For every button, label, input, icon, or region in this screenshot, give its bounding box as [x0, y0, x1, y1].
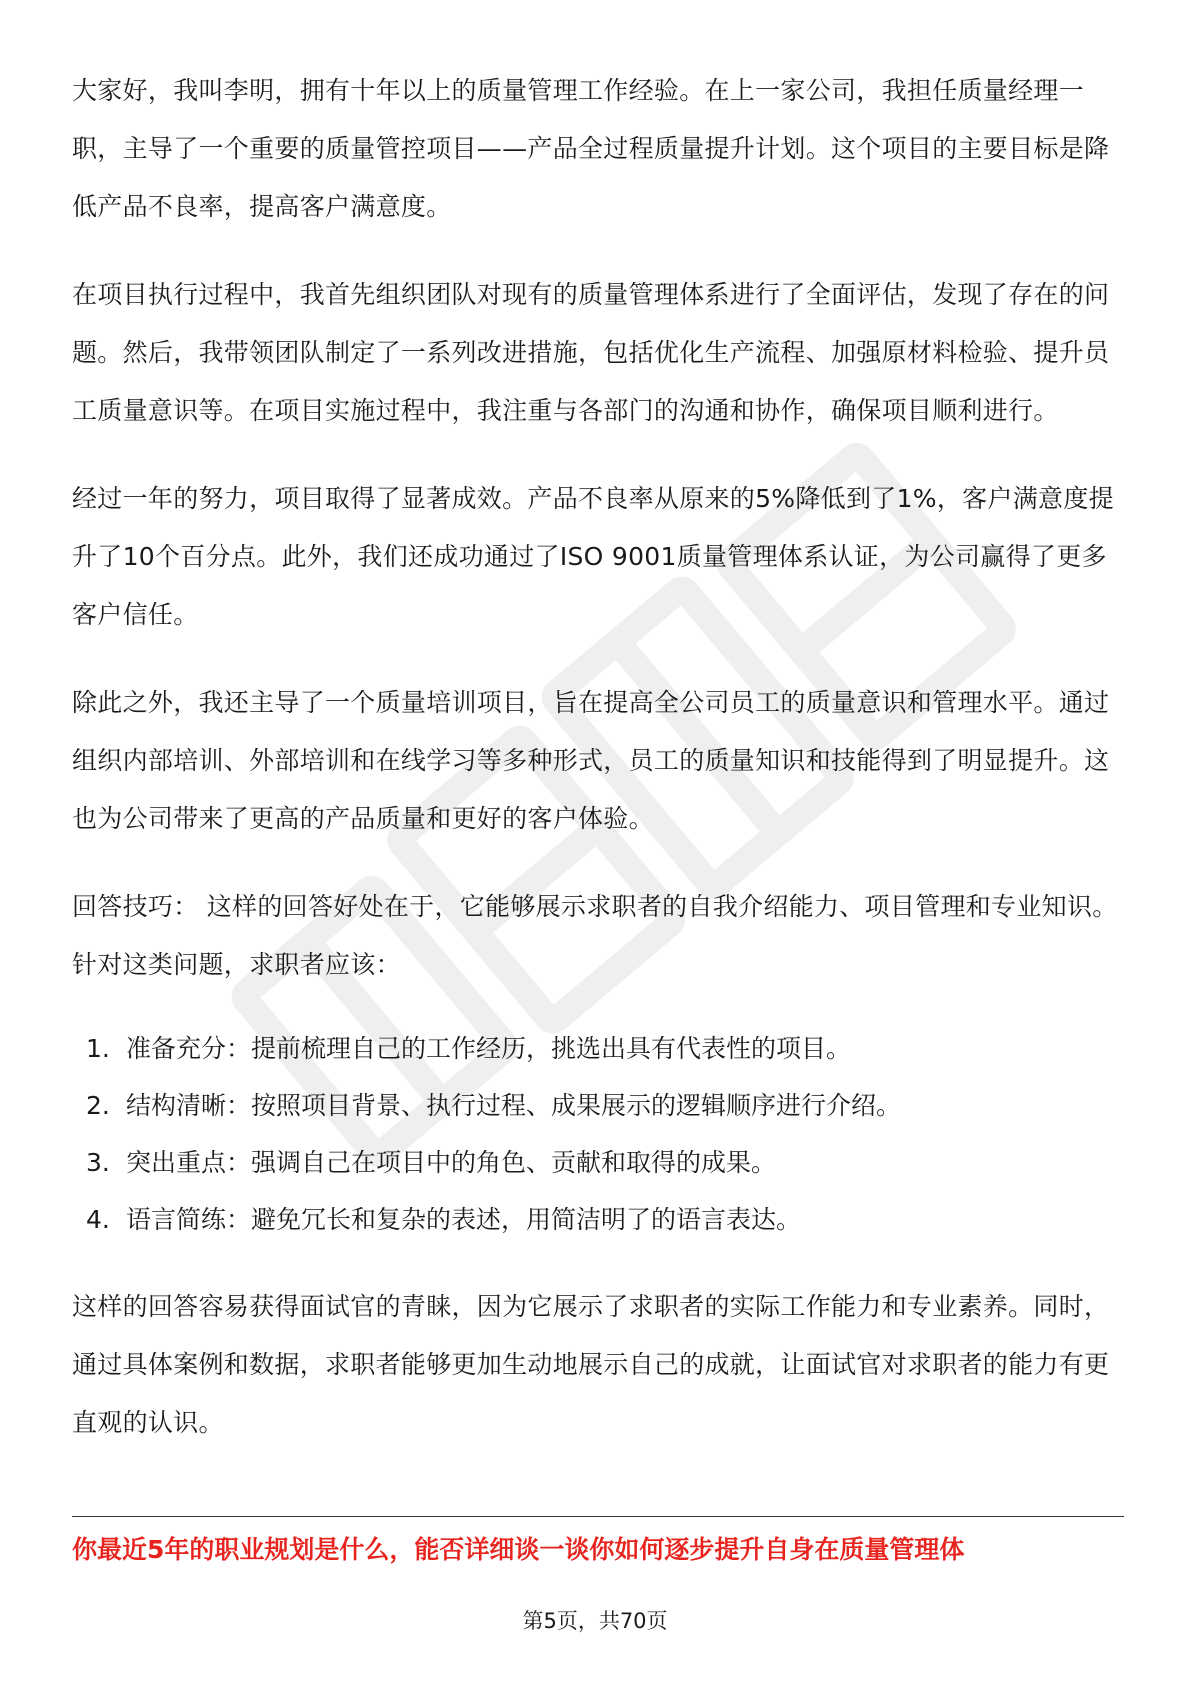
list-item-text: 结构清晰：按照项目背景、执行过程、成果展示的逻辑顺序进行介绍。 — [126, 1091, 902, 1120]
list-item-text: 突出重点：强调自己在项目中的角色、贡献和取得的成果。 — [126, 1148, 777, 1177]
list-item-text: 语言简练：避免冗长和复杂的表述，用简洁明了的语言表达。 — [126, 1205, 802, 1234]
document-body — [72, 62, 1122, 1482]
paragraph-training: 除此之外，我还主导了一个质量培训项目，旨在提高全公司员工的质量意识和管理水平。通过组织内部培训、外部培训和在线学习等多种形式，员工的质量知识和技能得到了明显提升。这也为公司带来了更高的产品质量和更好的客户体验。 — [72, 688, 1110, 833]
list-item-number: 4. — [86, 1205, 110, 1234]
section-divider — [72, 1516, 1124, 1517]
paragraph-results: 经过一年的努力，项目取得了显著成效。产品不良率从原来的5%降低到了1%，客户满意度提升了10个百分点。此外，我们还成功通过了ISO 9001质量管理体系认证，为公司赢得了更多客户信任。 — [72, 484, 1114, 629]
next-question-heading: 你最近5年的职业规划是什么，能否详细谈一谈你如何逐步提升自身在质量管理体 — [72, 1535, 965, 1564]
list-item-number: 1. — [86, 1034, 110, 1063]
paragraph-intro: 大家好，我叫李明，拥有十年以上的质量管理工作经验。在上一家公司，我担任质量经理一职，主导了一个重要的质量管控项目——产品全过程质量提升计划。这个项目的主要目标是降低产品不良率，提高客户满意度。 — [72, 76, 1110, 221]
page-number: 第5页，共70页 — [522, 1609, 668, 1633]
list-item-text: 准备充分：提前梳理自己的工作经历，挑选出具有代表性的项目。 — [126, 1034, 852, 1063]
list-item — [72, 1077, 1122, 1134]
list-item-number: 2. — [86, 1091, 110, 1120]
paragraph-execution: 在项目执行过程中，我首先组织团队对现有的质量管理体系进行了全面评估，发现了存在的问题。然后，我带领团队制定了一系列改进措施，包括优化生产流程、加强原材料检验、提升员工质量意识等。在项目实施过程中，我注重与各部门的沟通和协作，确保项目顺利进行。 — [72, 280, 1110, 425]
paragraph-tips-intro: 回答技巧： 这样的回答好处在于，它能够展示求职者的自我介绍能力、项目管理和专业知识。针对这类问题，求职者应该： — [72, 892, 1118, 979]
paragraph-closing: 这样的回答容易获得面试官的青睐，因为它展示了求职者的实际工作能力和专业素养。同时，通过具体案例和数据，求职者能够更加生动地展示自己的成就，让面试官对求职者的能力有更直观的认识。 — [72, 1292, 1110, 1437]
list-item — [72, 1134, 1122, 1191]
tips-list — [72, 1020, 1122, 1248]
list-item — [72, 1020, 1122, 1077]
list-item-number: 3. — [86, 1148, 110, 1177]
list-item — [72, 1191, 1122, 1248]
